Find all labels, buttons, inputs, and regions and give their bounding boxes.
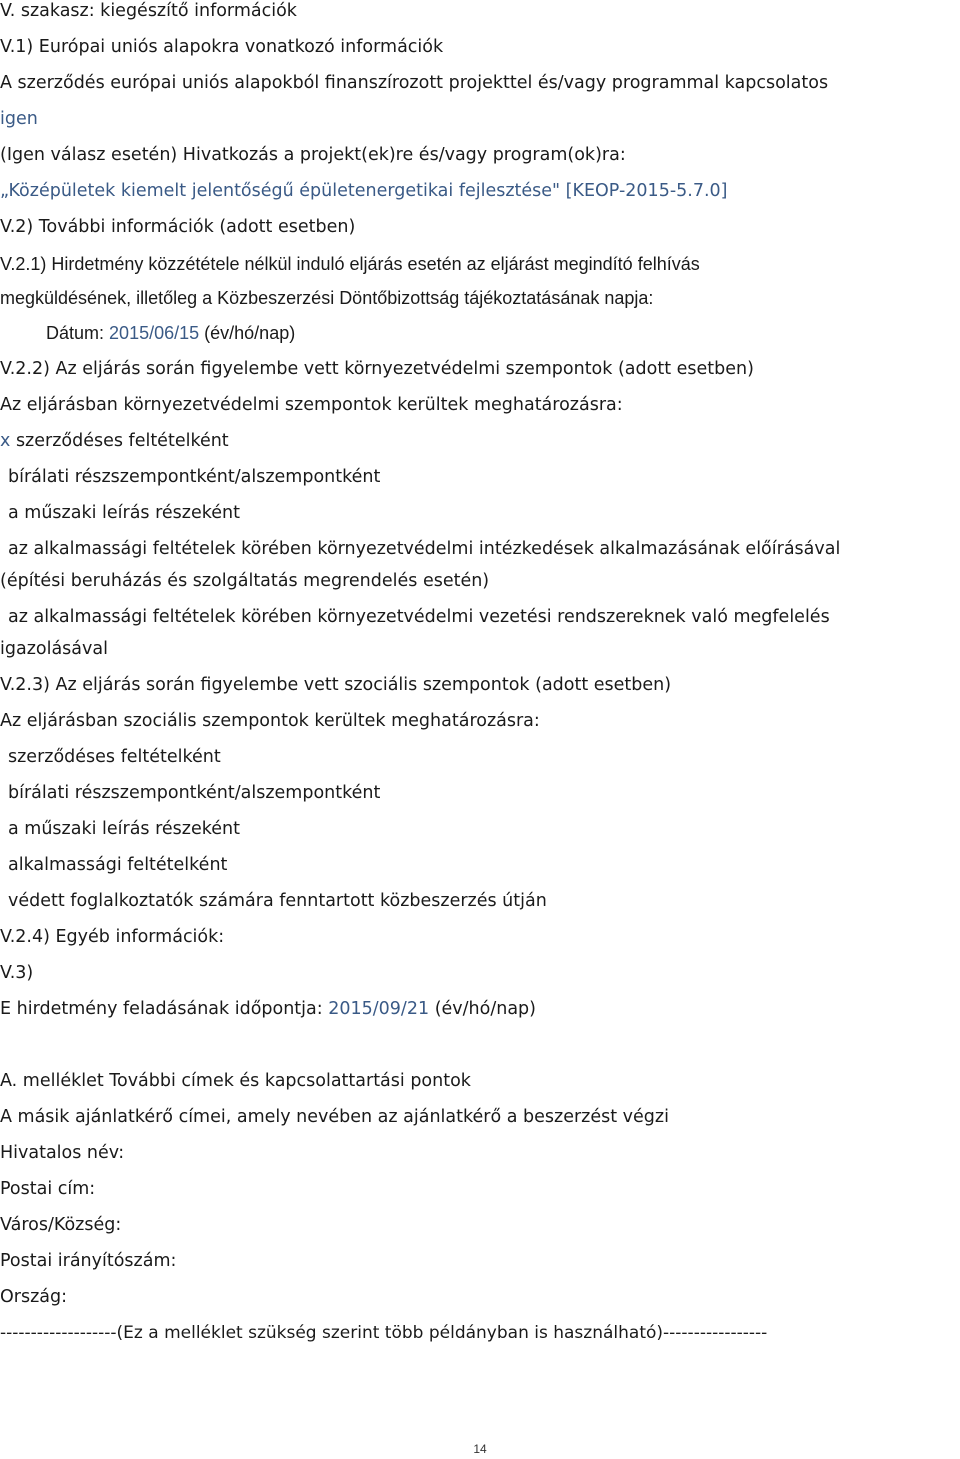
annex-a-subheading: A másik ajánlatkérő címei, amely nevében az ajánlatkérő a beszerzést végzi (0, 1107, 669, 1127)
project-reference-value: „Középületek kiemelt jelentőségű épületenergetikai fejlesztése" [KEOP-2015-5.7.0] (0, 181, 728, 201)
v23-question: Az eljárásban szociális szempontok kerültek meghatározásra: (0, 711, 540, 731)
v22-option-contract (0, 430, 229, 452)
date-row (46, 322, 295, 344)
sent-date-label: E hirdetmény feladásának időpontja: (0, 999, 323, 1019)
sent-date-format: (év/hó/nap) (434, 999, 536, 1019)
v22-question: Az eljárásban környezetvédelmi szempontok kerültek meghatározásra: (0, 395, 623, 415)
v3-heading: V.3) (0, 963, 34, 983)
sent-date-row (0, 998, 536, 1020)
v23-option-evaluation: bírálati részszempontként/alszempontként (8, 783, 381, 803)
eu-funds-question: A szerződés európai uniós alapokból finanszírozott projekttel és/vagy programmal kapcsolatos (0, 73, 829, 93)
date-label: Dátum: (46, 323, 105, 343)
section-v-heading: V. szakasz: kiegészítő információk (0, 1, 297, 21)
v23-option-suitability: alkalmassági feltételként (8, 855, 228, 875)
city-label: Város/Község: (0, 1215, 122, 1235)
official-name-label: Hivatalos név: (0, 1143, 125, 1163)
annex-a-heading: A. melléklet További címek és kapcsolattartási pontok (0, 1071, 471, 1091)
date-value: 2015/06/15 (109, 323, 200, 343)
page-number: 14 (473, 1442, 487, 1456)
v22-heading: V.2.2) Az eljárás során figyelembe vett környezetvédelmi szempontok (adott esetben) (0, 359, 754, 379)
date-format: (év/hó/nap) (204, 323, 296, 343)
v2-heading: V.2) További információk (adott esetben) (0, 217, 356, 237)
v23-option-sheltered: védett foglalkoztatók számára fenntartott közbeszerzés útján (8, 891, 547, 911)
country-label: Ország: (0, 1287, 68, 1307)
v22-option-management-line-1: az alkalmassági feltételek körében környezetvédelmi vezetési rendszereknek való megfelelés (8, 607, 830, 627)
v21-line-1: V.2.1) Hirdetmény közzététele nélkül induló eljárás esetén az eljárást megindító felhívás (0, 254, 700, 274)
eu-funds-answer: igen (0, 109, 38, 129)
v23-heading: V.2.3) Az eljárás során figyelembe vett szociális szempontok (adott esetben) (0, 675, 672, 695)
v23-option-contract: szerződéses feltételként (8, 747, 221, 767)
annex-note: -------------------(Ez a melléklet szükség szerint több példányban is használható)----------------- (0, 1323, 768, 1343)
v22-option-evaluation: bírálati részszempontként/alszempontként (8, 467, 381, 487)
v22-option-technical: a műszaki leírás részeként (8, 503, 240, 523)
v22-option-suitability-line-2: (építési beruházás és szolgáltatás megrendelés esetén) (0, 571, 490, 591)
v22-checked-mark: x (0, 431, 11, 451)
v21-line-2: megküldésének, illetőleg a Közbeszerzési Döntőbizottság tájékoztatásának napja: (0, 288, 654, 308)
v22-option-contract-label: szerződéses feltételként (15, 431, 229, 451)
v1-heading: V.1) Európai uniós alapokra vonatkozó információk (0, 37, 444, 57)
v23-option-technical: a műszaki leírás részeként (8, 819, 240, 839)
sent-date-value: 2015/09/21 (328, 999, 430, 1019)
v22-option-suitability-line-1: az alkalmassági feltételek körében környezetvédelmi intézkedések alkalmazásának előírásával (8, 539, 841, 559)
v24-heading: V.2.4) Egyéb információk: (0, 927, 225, 947)
v22-option-management-line-2: igazolásával (0, 639, 108, 659)
project-reference-label: (Igen válasz esetén) Hivatkozás a projekt(ek)re és/vagy program(ok)ra: (0, 145, 626, 165)
postal-address-label: Postai cím: (0, 1179, 96, 1199)
postal-code-label: Postai irányítószám: (0, 1251, 177, 1271)
